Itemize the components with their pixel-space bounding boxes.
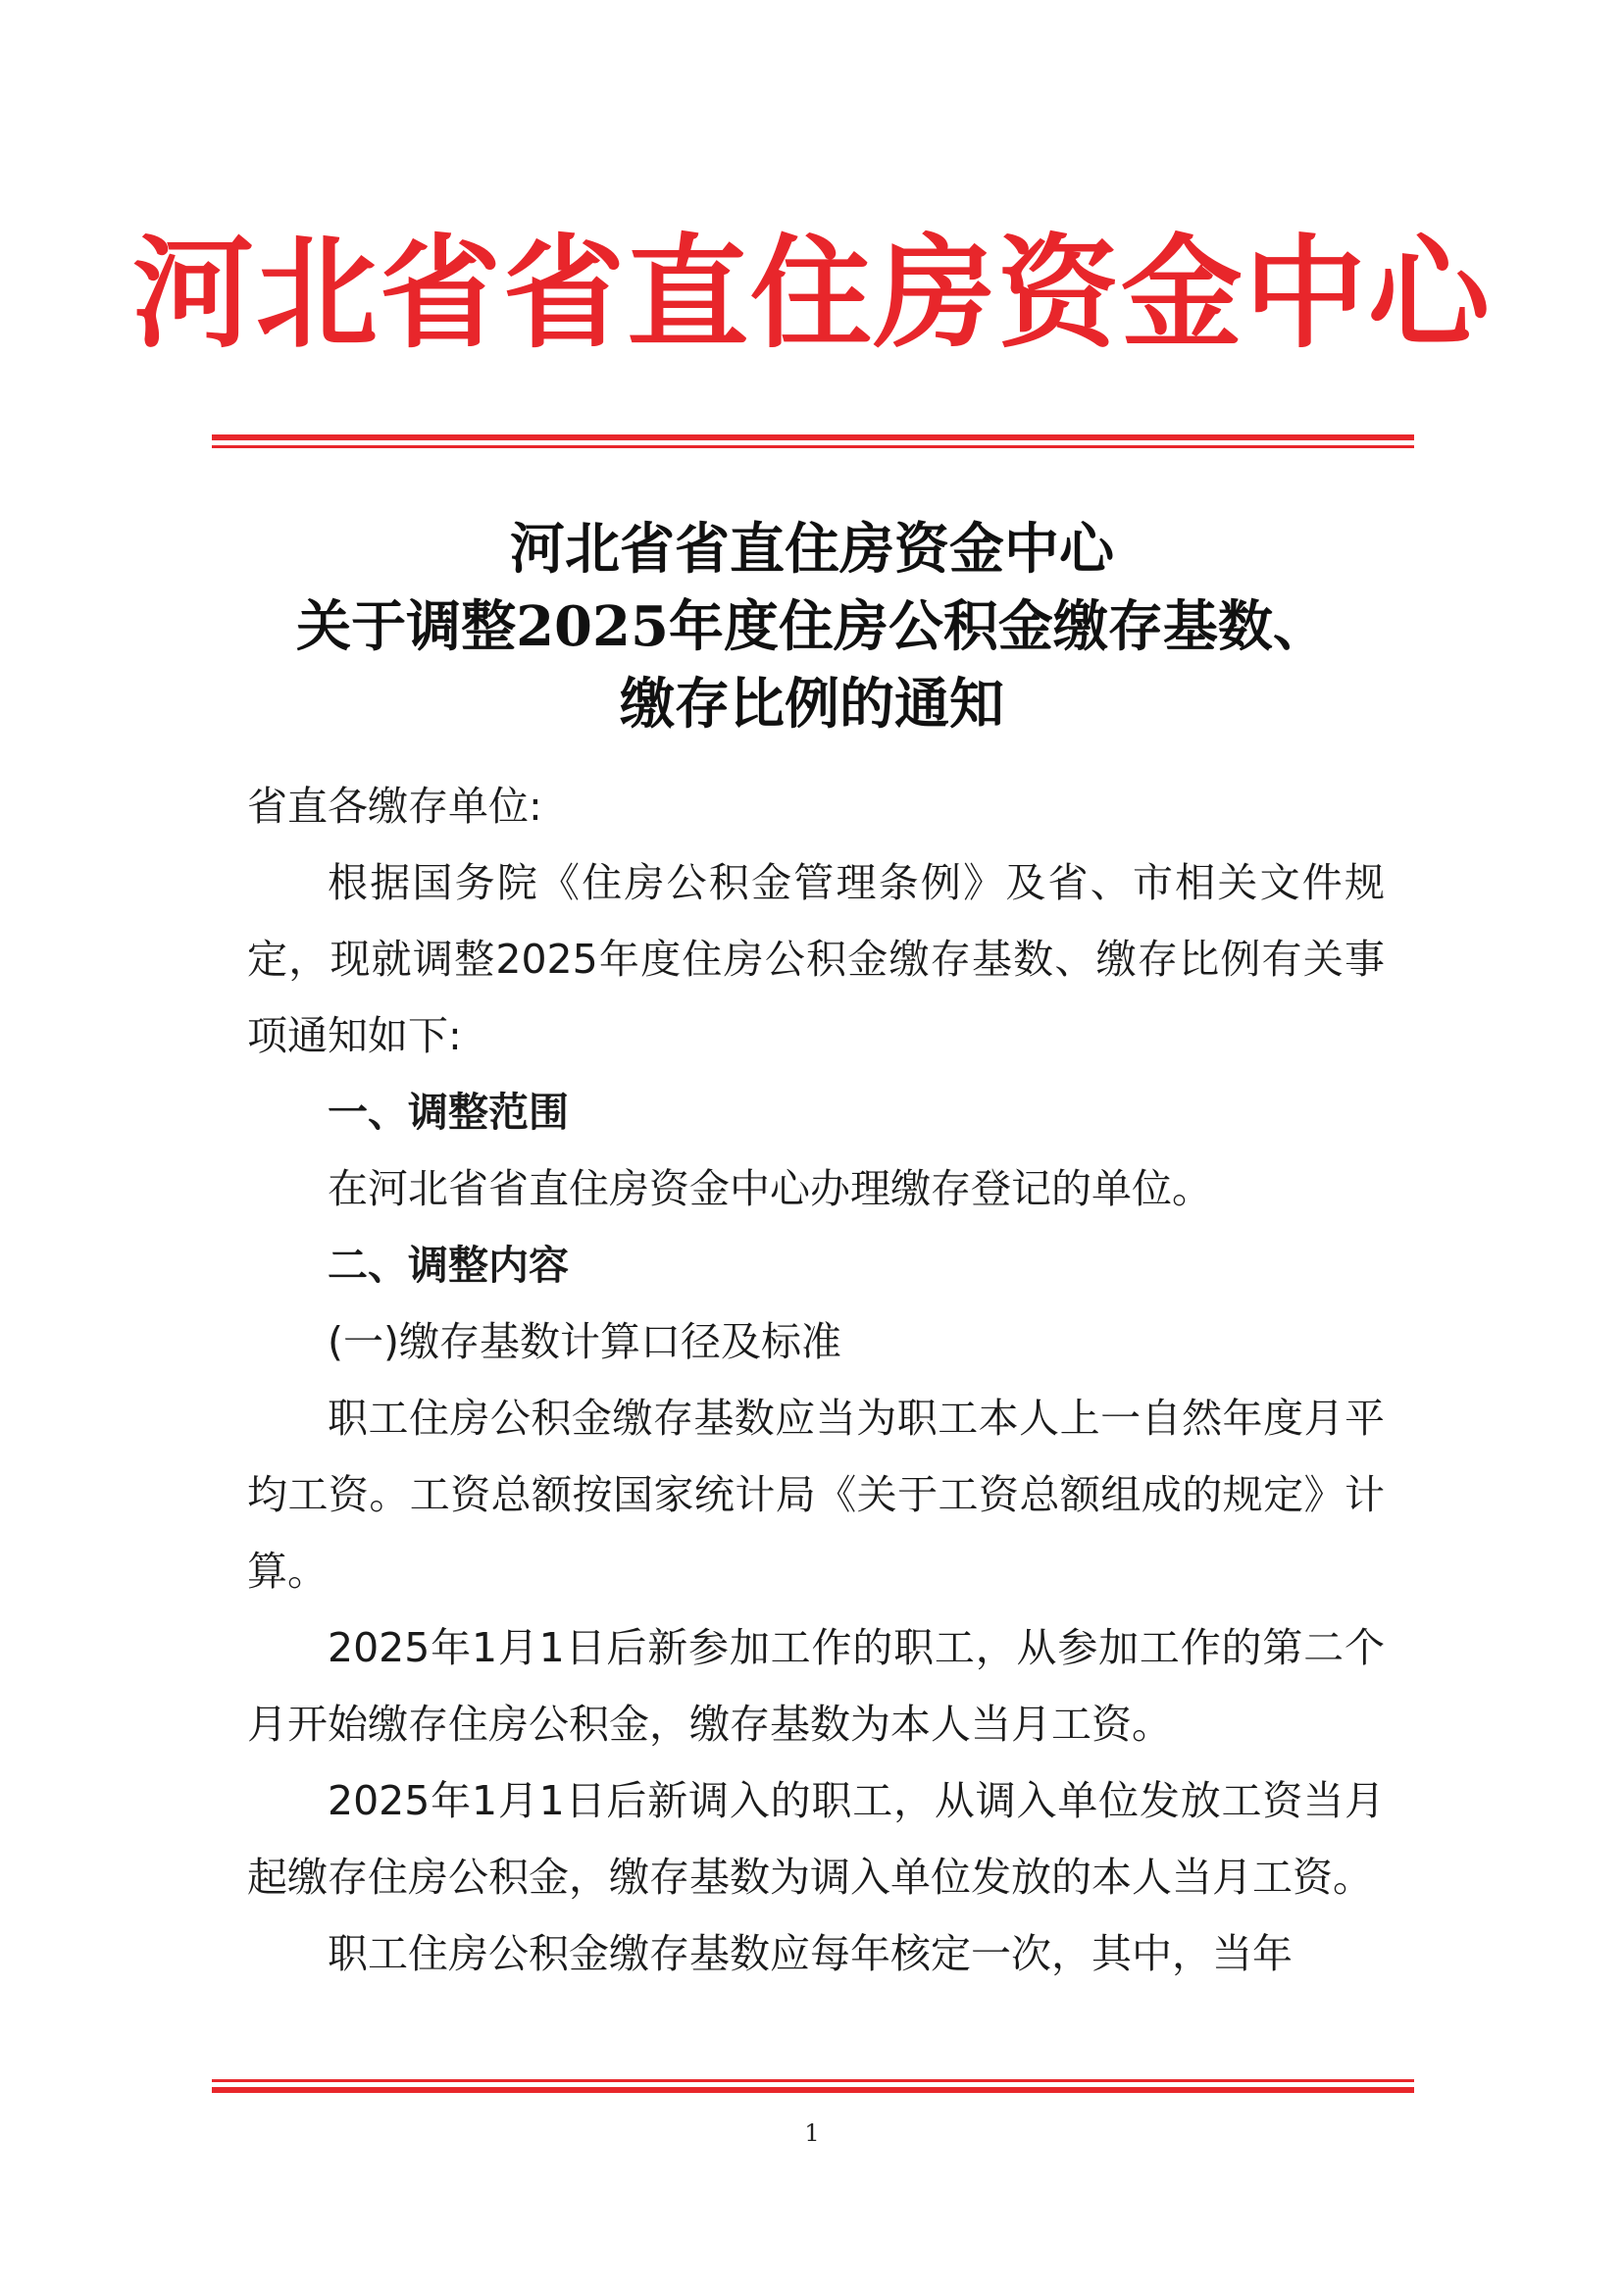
footer-rule-thin: [212, 2079, 1414, 2082]
body-paragraph: 2025年1月1日后新调入的职工，从调入单位发放工资当月起缴存住房公积金，缴存基数为调入单位发放的本人当月工资。: [247, 1777, 1385, 1901]
section-heading-content: 二、调整内容: [328, 1242, 569, 1289]
footer-rule-thick: [212, 2087, 1414, 2093]
body-paragraph: 在河北省省直住房资金中心办理缴存登记的单位。: [328, 1165, 1212, 1212]
masthead-org-name: 河北省省直住房资金中心: [131, 223, 1492, 365]
body-paragraph: 2025年1月1日后新参加工作的职工，从参加工作的第二个月开始缴存住房公积金，缴存基数为本人当月工资。: [247, 1624, 1385, 1748]
notice-title-line-2: 关于调整2025年度住房公积金缴存基数、: [296, 594, 1328, 659]
page-number: 1: [804, 2119, 820, 2147]
salutation: 省直各缴存单位:: [247, 783, 542, 830]
notice-body: [247, 768, 1385, 1992]
masthead-rule-thick: [212, 434, 1414, 440]
subsection-heading: (一)缴存基数计算口径及标准: [328, 1318, 841, 1365]
body-paragraph: 根据国务院《住房公积金管理条例》及省、市相关文件规定，现就调整2025年度住房公积金缴存基数、缴存比例有关事项通知如下:: [247, 859, 1385, 1059]
body-paragraph: 职工住房公积金缴存基数应每年核定一次，其中，当年: [328, 1930, 1293, 1977]
notice-title-line-3: 缴存比例的通知: [620, 672, 1004, 737]
section-heading-scope: 一、调整范围: [328, 1089, 569, 1136]
body-paragraph: 职工住房公积金缴存基数应当为职工本人上一自然年度月平均工资。工资总额按国家统计局《关于工资总额组成的规定》计算。: [247, 1395, 1385, 1595]
notice-title-line-1: 河北省省直住房资金中心: [510, 517, 1114, 582]
masthead-rule-thin: [212, 445, 1414, 448]
